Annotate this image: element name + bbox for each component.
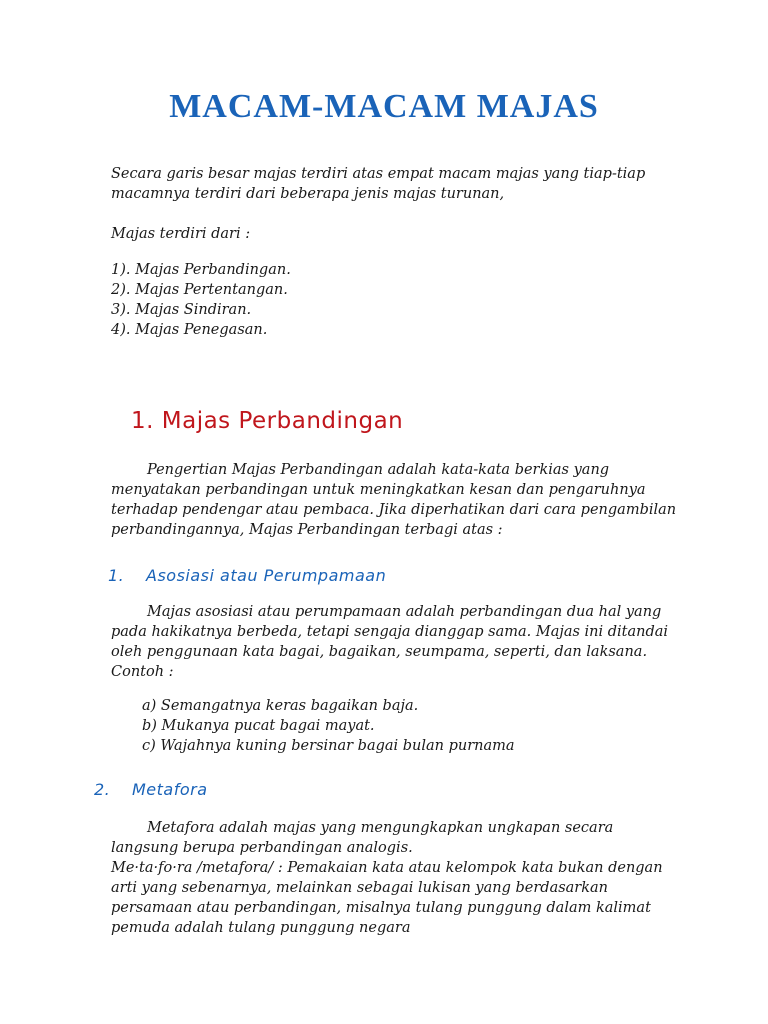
list-item: b) Mukanya pucat bagai mayat. bbox=[142, 718, 375, 734]
subsection-heading-asosiasi bbox=[108, 566, 386, 585]
intro-text: Secara garis besar majas terdiri atas empat macam majas yang tiap-tiap macamnya terdiri dari beberapa jenis majas turunan, bbox=[111, 166, 646, 202]
examples-list bbox=[142, 696, 515, 756]
types-list-label: Majas terdiri dari : bbox=[111, 226, 251, 242]
section-heading-perbandingan: 1. Majas Perbandingan bbox=[131, 408, 404, 434]
list-item: 2). Majas Pertentangan. bbox=[111, 282, 288, 298]
subsection-paragraph-metafora: Metafora adalah majas yang mengungkapkan ungkapan secara langsung berupa perbandingan analogis. bbox=[111, 820, 614, 856]
subsection-title: Metafora bbox=[132, 780, 208, 799]
list-item: 4). Majas Penegasan. bbox=[111, 322, 268, 338]
subsection-number: 2. bbox=[94, 780, 111, 799]
subsection-number: 1. bbox=[108, 566, 125, 585]
list-item: c) Wajahnya kuning bersinar bagai bulan purnama bbox=[142, 738, 515, 754]
majas-types-list bbox=[111, 260, 291, 340]
intro-paragraph bbox=[111, 164, 671, 204]
metafora-definition: Me·ta·fo·ra /metafora/ : Pemakaian kata atau kelompok kata bukan dengan arti yang sebenarnya, melainkan sebagai lukisan yang berdasarkan persamaan atau perbandingan, misalnya tulang punggung dalam kalimat pemuda adalah tulang punggung negara bbox=[111, 860, 663, 936]
list-item: 1). Majas Perbandingan. bbox=[111, 262, 291, 278]
subsection-title: Asosiasi atau Perumpamaan bbox=[146, 566, 387, 585]
subsection-heading-metafora bbox=[94, 780, 208, 799]
list-item: a) Semangatnya keras bagaikan baja. bbox=[142, 698, 419, 714]
subsection-paragraph-asosiasi: Majas asosiasi atau perumpamaan adalah perbandingan dua hal yang pada hakikatnya berbeda, tetapi sengaja dianggap sama. Majas ini ditandai oleh penggunaan kata bagai, bagaikan, seumpama, seperti, dan laksana. Contoh : bbox=[111, 604, 669, 680]
document-title: MACAM-MACAM MAJAS bbox=[169, 88, 599, 125]
list-item: 3). Majas Sindiran. bbox=[111, 302, 252, 318]
section-paragraph-perbandingan: Pengertian Majas Perbandingan adalah kata-kata berkias yang menyatakan perbandingan untuk meningkatkan kesan dan pengaruhnya terhadap pendengar atau pembaca. Jika diperhatikan dari cara pengambilan perbandingannya, Majas Perbandingan terbagi atas : bbox=[111, 462, 677, 538]
